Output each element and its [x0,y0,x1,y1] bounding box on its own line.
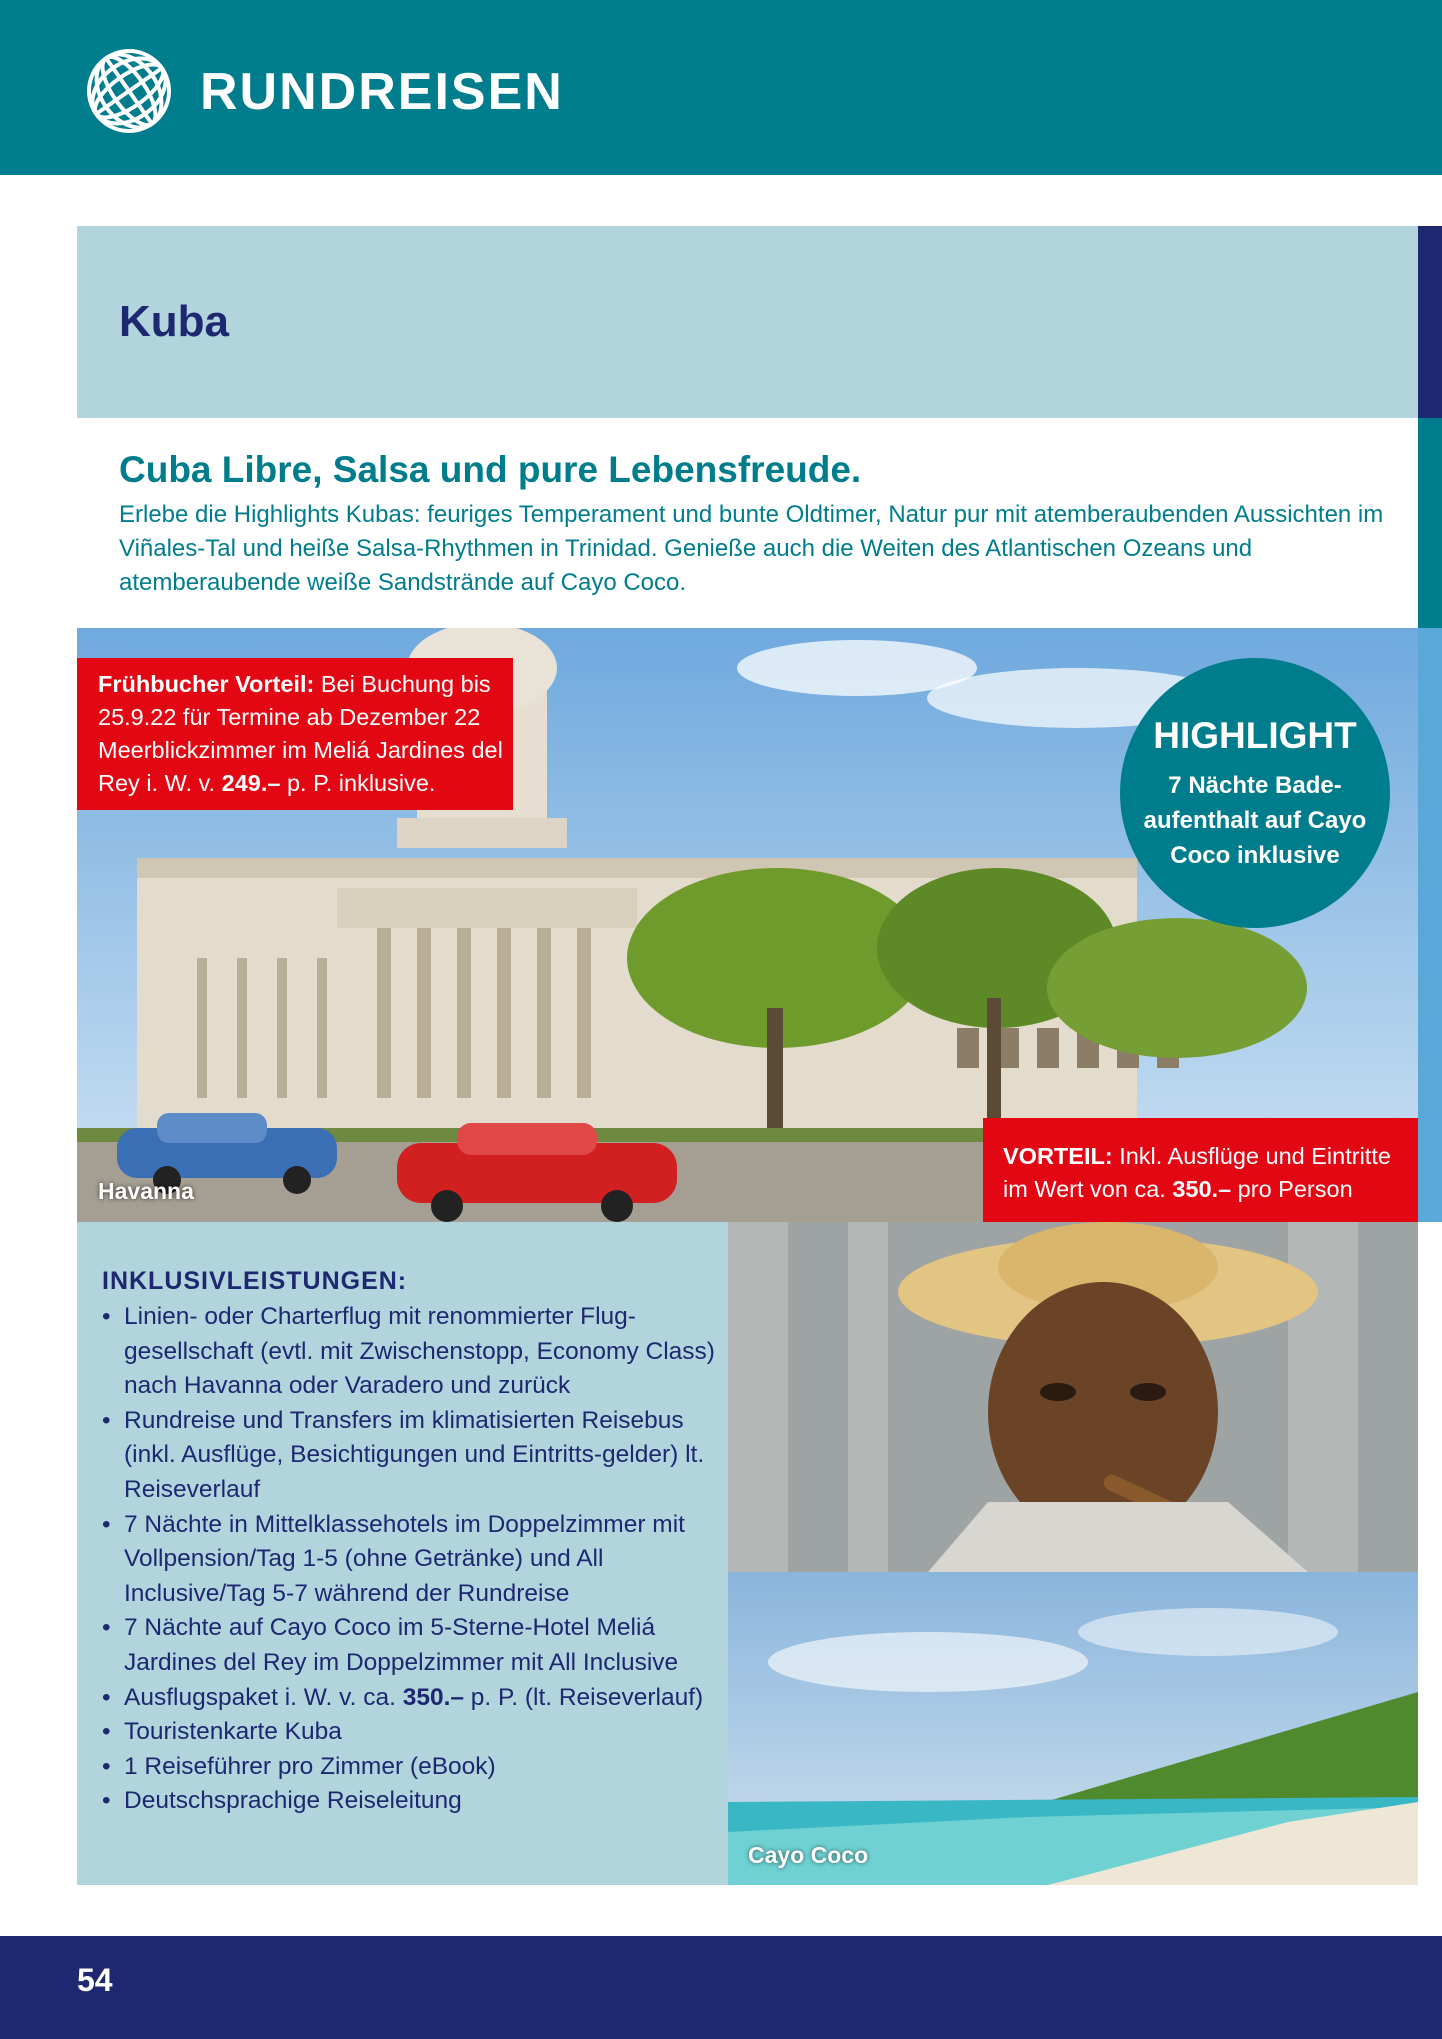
edge-tab-navy [1418,226,1442,418]
list-item: • 7 Nächte in Mittelklassehotels im Doppelzimmer mit Vollpension/Tag 1-5 (ohne Getränke) und All Inclusive/Tag 5-7 während der Rundreise [102,1508,722,1612]
early-bird-box [77,658,513,810]
early-bird-label: Frühbucher Vorteil: [98,671,315,697]
early-bird-text: Bei Buchung bis 25.9.22 für Termine ab Dezember 22 Meerblickzimmer im Meliá Jardines del Rey i. W. v. [98,671,503,796]
footer-bar [0,1936,1442,2039]
globe-icon [84,46,174,136]
list-item: • Rundreise und Transfers im klimatisierten Reisebus (inkl. Ausflüge, Besichtigungen und Eintritts-gelder) lt. Reiseverlauf [102,1404,722,1508]
list-item: • Touristenkarte Kuba [102,1715,722,1750]
highlight-text: 7 Nächte Bade-aufenthalt auf Cayo Coco inklusive [1143,772,1367,869]
excursion-text: Ausflugspaket i. W. v. ca. [124,1683,403,1711]
excursion-text-end: p. P. (lt. Reiseverlauf) [464,1683,704,1711]
list-item: • 1 Reiseführer pro Zimmer (eBook) [102,1750,722,1785]
headline: Cuba Libre, Salsa und pure Lebensfreude. [119,449,862,490]
inclusions-list [102,1300,722,1819]
intro-text: Erlebe die Highlights Kubas: feuriges Temperament und bunte Oldtimer, Natur pur mit atemberaubenden Aussichten im Viñales-Tal und heiße Salsa-Rhythmen in Trinidad. Genieße auch die Weiten des Atlantischen Ozeans und atemberaubende weiße Sandstrände auf Cayo Coco. [119,501,1384,596]
advantage-box [983,1118,1418,1222]
photo-cayo-coco-beach [728,1572,1418,1885]
advantage-text-end: pro Person [1231,1176,1353,1202]
advantage-text: Inkl. Ausflüge und Eintritte im Wert von ca. [1003,1143,1391,1202]
list-item: • Deutschsprachige Reiseleitung [102,1784,722,1819]
photo-man-with-cigar [728,1222,1418,1572]
photo-caption-cayo-coco: Cayo Coco [748,1842,869,1868]
list-item [102,1681,722,1716]
highlight-title: HIGHLIGHT [1153,715,1357,756]
early-bird-amount: 249.– [221,770,281,796]
advantage-amount: 350.– [1172,1176,1232,1202]
excursion-amount: 350.– [402,1683,464,1711]
inclusions-title: INKLUSIVLEISTUNGEN: [102,1267,408,1295]
section-title: RUNDREISEN [200,63,564,121]
edge-tab-sky [1418,628,1442,1222]
advantage-label: VORTEIL: [1003,1143,1113,1169]
highlight-badge [1120,658,1390,928]
early-bird-text-end: p. P. inklusive. [280,770,436,796]
destination-title: Kuba [119,297,229,346]
list-item: • 7 Nächte auf Cayo Coco im 5-Sterne-Hotel Meliá Jardines del Rey im Doppelzimmer mit All Inclusive [102,1611,722,1680]
photo-caption-havanna: Havanna [98,1178,194,1204]
page-number: 54 [77,1962,113,1998]
title-band [77,226,1418,418]
list-item: • Linien- oder Charterflug mit renommierter Flug-gesellschaft (evtl. mit Zwischenstopp, Economy Class) nach Havanna oder Varadero und zurück [102,1300,722,1404]
edge-tab-teal [1418,418,1442,628]
